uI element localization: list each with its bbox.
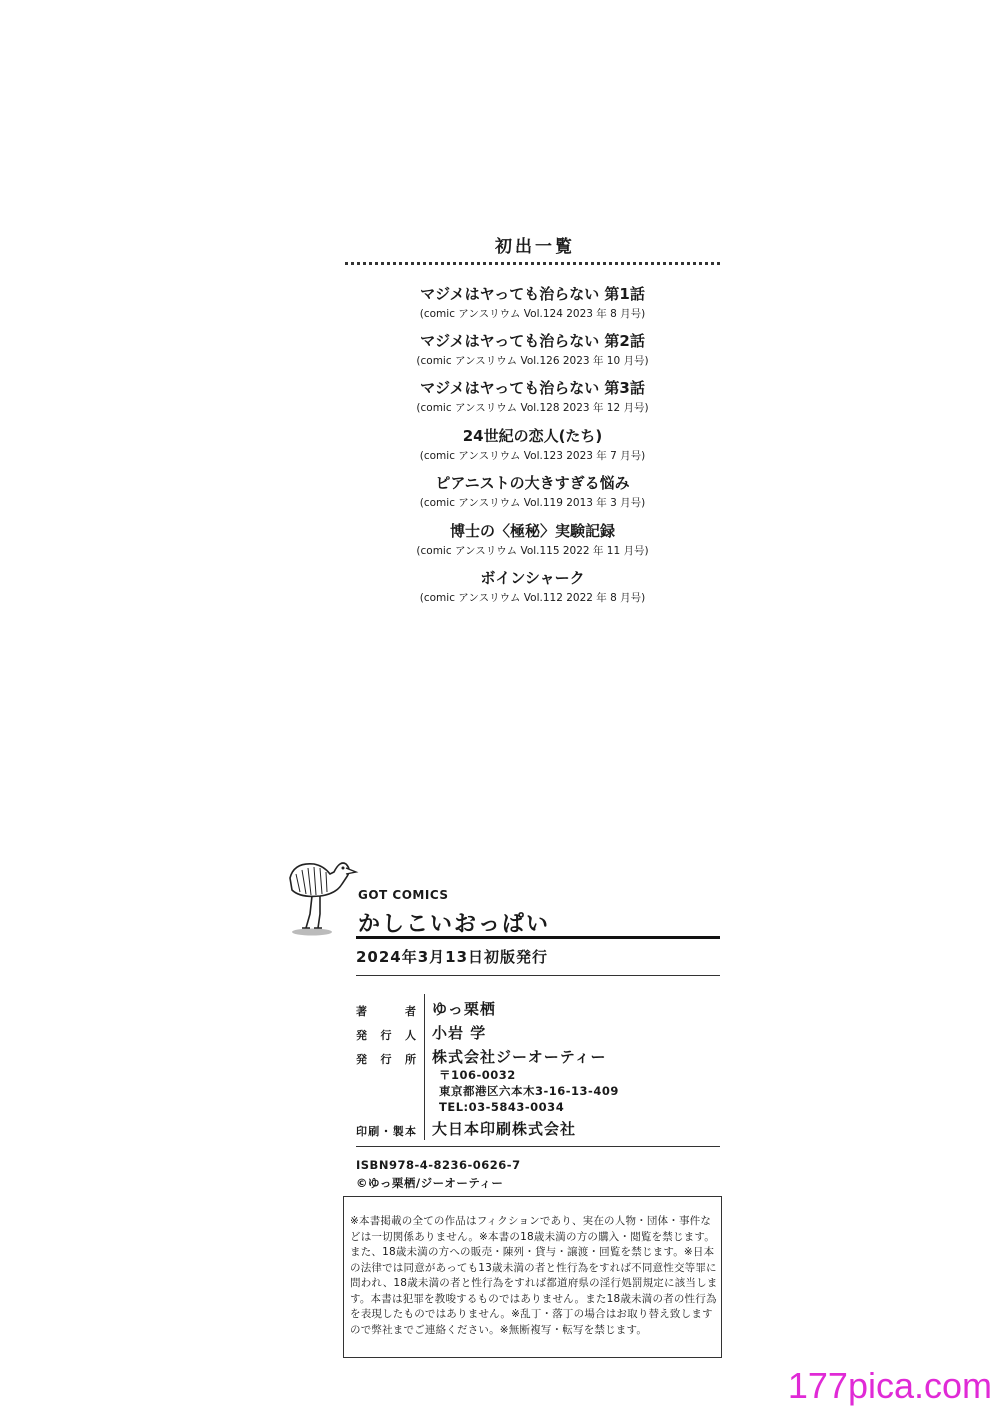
source-entry — [345, 426, 720, 463]
source-title: 24世紀の恋人(たち) — [462, 427, 603, 445]
source-title: マジメはヤっても治らない 第1話 — [420, 285, 645, 303]
publication-date: 2024年3月13日初版発行 — [356, 948, 549, 966]
watermark: 177pica.com — [787, 1365, 992, 1406]
isbn: ISBN978-4-8236-0626-7 — [356, 1158, 521, 1172]
postal-code: 〒106-0032 — [439, 1068, 516, 1082]
printer-name: 大日本印刷株式会社 — [432, 1120, 577, 1138]
publisher-role: 発行人 — [356, 1029, 416, 1042]
copyright: ©ゆっ栗栖/ジーオーティー — [356, 1176, 504, 1190]
title-rule — [356, 936, 720, 939]
source-title: マジメはヤっても治らない 第3話 — [420, 379, 645, 397]
source-title: マジメはヤっても治らない 第2話 — [420, 332, 645, 350]
source-note: (comic アンスリウム Vol.123 2023 年 7 月号) — [419, 450, 646, 462]
source-entry — [345, 568, 720, 605]
source-entry — [345, 378, 720, 415]
source-title: ピアニストの大きすぎる悩み — [435, 474, 630, 492]
telephone: TEL:03-5843-0034 — [439, 1100, 565, 1114]
source-note: (comic アンスリウム Vol.126 2023 年 10 月号) — [416, 355, 649, 367]
house-name: 株式会社ジーオーティー — [432, 1048, 607, 1066]
sources-heading: 初出一覧 — [495, 237, 575, 257]
dotted-divider — [345, 262, 720, 265]
book-title: かしこいおっぱい — [358, 912, 551, 937]
source-entry — [345, 473, 720, 510]
source-note: (comic アンスリウム Vol.124 2023 年 8 月号) — [419, 308, 646, 320]
source-note: (comic アンスリウム Vol.119 2013 年 3 月号) — [419, 497, 646, 509]
publisher-name: 小岩 学 — [432, 1024, 487, 1042]
source-entry — [345, 521, 720, 558]
source-entry — [345, 331, 720, 368]
source-title: 博士の〈極秘〉実験記録 — [449, 522, 615, 540]
notice-text: ※本書掲載の全ての作品はフィクションであり、実在の人物・団体・事件などは一切関係ありません。※本書の18歳未満の方の購入・閲覧を禁じます。また、18歳未満の方への販売・陳列・貸与・譲渡・回覧を禁じます。※日本の法律では同意があっても13歳未満の者と性行為をすれば不同意性交等罪に問われ、18歳未満の者と性行為をすれば都道府県の淫行処罰規定に該当します。本書は犯罪を教唆するものではありません。また18歳未満の者の性行為を表現したものではありません。※乱丁・落丁の場合はお取り替え致しますので弊社までご連絡ください。※無断複写・転写を禁じます。 — [350, 1215, 718, 1336]
address: 東京都港区六本木3-16-13-409 — [439, 1084, 619, 1098]
source-title: ボインシャーク — [480, 569, 585, 587]
author-name: ゆっ栗栖 — [432, 1000, 496, 1018]
credits-divider — [424, 994, 425, 1140]
source-note: (comic アンスリウム Vol.128 2023 年 12 月号) — [416, 402, 649, 414]
house-role: 発行所 — [356, 1053, 416, 1066]
source-note: (comic アンスリウム Vol.112 2022 年 8 月号) — [419, 592, 646, 604]
author-role: 著 者 — [356, 1005, 416, 1018]
source-note: (comic アンスリウム Vol.115 2022 年 11 月号) — [416, 545, 649, 557]
bird-mascot-icon — [280, 850, 360, 940]
label-name: GOT COMICS — [358, 888, 449, 902]
date-rule — [356, 975, 720, 976]
credits-rule — [356, 1146, 720, 1147]
source-entry — [345, 284, 720, 321]
printer-role: 印刷・製本 — [356, 1125, 416, 1138]
